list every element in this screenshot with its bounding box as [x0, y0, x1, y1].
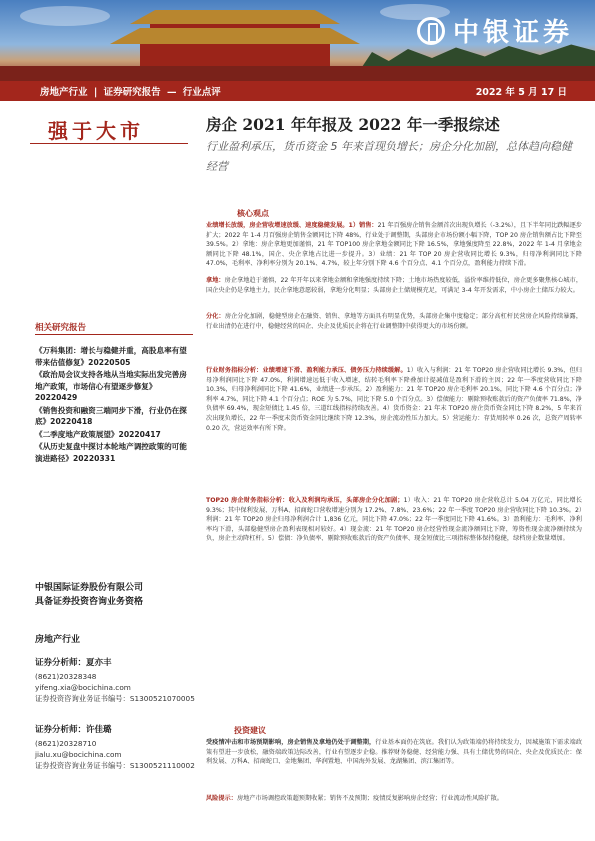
body-paragraph [206, 366, 582, 433]
paragraph-text: 1）收入：21 年 TOP20 房企营收总计 5.04 万亿元，同比增长 9.3%；其中保利发展、万科A、招商蛇口营收增速分别为 17.2%、7.8%、23.6%；22 年一季度 TOP20 房企营收同比下降 10.3%。2）利润：21 年 TOP20 房企归母净利润合计 1,836 亿元，同比下降 47.0%；22 年一季度同比下降 41.6%。3）盈利能力：毛利率、净利率均下滑，头部稳健型房企盈利表现相对较好。4）现金流：21 年 TOP20 房企经营性现金流净额同比下降，筹资性现金流净额持续为负，房企主动降杠杆。5）偿债：净负债率、剔除预收账款后的资产负债率、现金短债比三项指标整体保持稳健，绿档房企数量增加。 [206, 497, 582, 543]
industry-label: 房地产行业 [35, 635, 81, 645]
paragraph-lead: 行业财务指标分析：业绩增速下滑、盈利能力承压、债务压力持续缓解。 [206, 367, 407, 374]
related-report-item[interactable]: 《销售投资和融资三端同步下滑，行业仍在探底》20220418 [35, 405, 187, 426]
boc-logo-icon [417, 17, 445, 45]
analyst-phone: (8621)20328710 [35, 739, 97, 748]
core-paragraph [206, 312, 582, 331]
palace-wall [0, 66, 595, 81]
related-report-item[interactable]: 《万科集团：增长与稳健并重，高股息率有望带来估值修复》20220505 [35, 346, 187, 367]
core-views-heading: 核心观点 [237, 209, 269, 218]
analyst-phone: (8621)20328348 [35, 672, 97, 681]
analyst-name: 证券分析师：夏亦丰 [35, 658, 112, 668]
divider [30, 143, 188, 144]
report-subtitle: 行业盈利承压，货币资金 5 年来首现负增长；房企分化加剧，总体趋向稳健经营 [206, 140, 572, 173]
paragraph-text: 房企分化加剧，稳健型房企在融资、销售、拿地等方面具有明显优势，头部房企集中度稳定；部分高杠杆民营房企风险持续暴露，行业出清仍在进行中，稳健经营的国企、央企及优质民企将在行业调整期中获得更大的市场份额。 [206, 313, 583, 330]
analyst-cert: 证券投资咨询业务证书编号：S1300521070005 [35, 694, 195, 703]
analyst-block [35, 656, 195, 704]
analyst-email[interactable]: yifeng.xia@bocichina.com [35, 683, 131, 692]
related-report-item[interactable]: 《从历史复盘中探讨本轮地产调控政策的可能演进路径》20220331 [35, 442, 187, 463]
header-banner [0, 0, 595, 81]
company-qualification: 具备证券投资咨询业务资格 [35, 597, 144, 607]
industry-rating: 强于大市 [48, 119, 144, 143]
paragraph-text: 房企拿地趋于谨慎，22 年开年以来拿地金额和拿地强度持续下降；土地市场热度较低，溢价率维持低位，房企更多聚焦核心城市，国企央企仍是拿地主力，民企拿地意愿较弱，拿地分化明显；头部房企土储规模充足，可满足 3-4 年开发需求，中小房企土储压力较大。 [206, 277, 582, 294]
investment-paragraph [206, 738, 582, 767]
divider [35, 334, 193, 335]
industry-label: 房地产行业 [40, 87, 88, 98]
investment-advice-heading: 投资建议 [234, 726, 266, 735]
related-report-item[interactable]: 《政治局会议支持各地从当地实际出发完善房地产政策，市场信心有望逐步修复》20220429 [35, 370, 187, 402]
left-sidebar [0, 101, 195, 841]
palace-hall [140, 44, 330, 68]
cloud-decoration [20, 6, 110, 26]
paragraph-text: 行业基本面仍在筑底。我们认为政策端仍将持续发力，因城施策下需求端政策有望进一步放松，融资端政策边际改善，行业有望逐步企稳。推荐财务稳健、经营能力强、具有土储优势的国企、央企及优质民企：保利发展、万科A、招商蛇口、金地集团、华润置地、中国海外发展、龙湖集团、滨江集团等。 [206, 739, 583, 766]
risk-paragraph [206, 794, 582, 804]
company-info [35, 581, 193, 609]
paragraph-lead: 拿地： [206, 277, 225, 284]
core-paragraph [206, 221, 582, 269]
palace-roof-lower [110, 28, 360, 44]
analyst-block [35, 723, 195, 771]
report-type-strip [0, 81, 595, 101]
risk-lead: 风险提示： [206, 795, 237, 802]
paragraph-lead: 业绩增长放缓，房企营收增速放缓、速度稳健发展。1）销售： [206, 222, 378, 229]
report-type-label: 证券研究报告 [103, 87, 161, 98]
related-reports-title: 相关研究报告 [35, 323, 87, 333]
paragraph-lead: 分化： [206, 313, 225, 320]
paragraph-text: 21 年百强房企销售金额首次出现负增长（-3.2%），且下半年同比跌幅逐步扩大；2022 年 1-4 月百强房企销售金额同比下降 48%，行业处于调整期，头部房企市场份额小幅下降，TOP 20 房企销售额占比下降至 39.5%。2）拿地：房企拿地更加谨慎，21 年 TOP100 房企拿地金额同比下降 16.5%，拿地强度降至 22.8%，2022 年 1-4 月拿地金额同比下降 48.1%，国企、央企拿地占比进一步提升。3）业绩：21 年 TOP 20 房企营收同比增长 9.3%，归母净利润同比下降 47.0%，毛利率、净利率分别为 20.1%、4.7%，较上年分别下降 4.6 个百分点、4.1 个百分点，盈利能力持续下滑。 [206, 222, 582, 268]
body-paragraph [206, 496, 582, 544]
palace-roof-upper [130, 10, 340, 24]
company-logo [417, 12, 573, 49]
analyst-email[interactable]: jialu.xu@bocichina.com [35, 750, 122, 759]
paragraph-lead: TOP20 房企财务指标分析：收入及利润均承压，头部房企分化加剧； [206, 497, 404, 504]
related-report-item[interactable]: 《二季度地产政策展望》20220417 [35, 429, 161, 439]
company-name: 中银国际证券股份有限公司 [35, 583, 144, 593]
report-category: 房地产行业 | 证券研究报告 — 行业点评 [40, 87, 221, 98]
paragraph-text: 1）收入与利润：21 年 TOP20 房企营收同比增长 9.3%，但归母净利润同比下降 47.0%，利润增速远低于收入增速，结转毛利率下降叠加计提减值是盈利下滑的主因；22 年一季度营收同比下降 10.3%，归母净利润同比下降 41.6%，业绩进一步承压。2）盈利能力：21 年 TOP20 房企毛利率 20.1%，同比下降 4.6 个百分点；净利率 4.7%，同比下降 4.1 个百分点；ROE 为 5.7%，同比下降 5.0 个百分点。3）偿债能力：剔除预收账款后的资产负债率 71.8%，净负债率 69.4%，现金短债比 1.45 倍，三道红线指标持续改善。4）货币资金：21 年末 TOP20 房企货币资金同比下降 8.2%，5 年来首次出现负增长，22 年一季度末货币资金同比继续下降 12.3%，房企流动性压力加大。5）营运能力：存货周转率 0.26 次，总资产周转率 0.20 次，营运效率有所下降。 [206, 367, 582, 432]
analyst-name: 证券分析师：许佳璐 [35, 725, 112, 735]
logo-text: 中银证券 [452, 18, 573, 48]
related-reports-list [35, 345, 193, 465]
core-paragraph [206, 276, 582, 295]
report-date: 2022 年 5 月 17 日 [475, 87, 567, 98]
analyst-cert: 证券投资咨询业务证书编号：S1300521110002 [35, 761, 195, 770]
report-subtype-label: 行业点评 [182, 87, 221, 98]
paragraph-lead: 受疫情冲击和市场预期影响，房企销售及拿地仍处于调整期， [206, 739, 376, 746]
report-title: 房企 2021 年年报及 2022 年一季报综述 [206, 115, 500, 134]
risk-text: 房地产市场调控政策超预期收紧；销售不及预期；疫情反复影响房企经营；行业流动性风险扩散。 [236, 795, 503, 802]
